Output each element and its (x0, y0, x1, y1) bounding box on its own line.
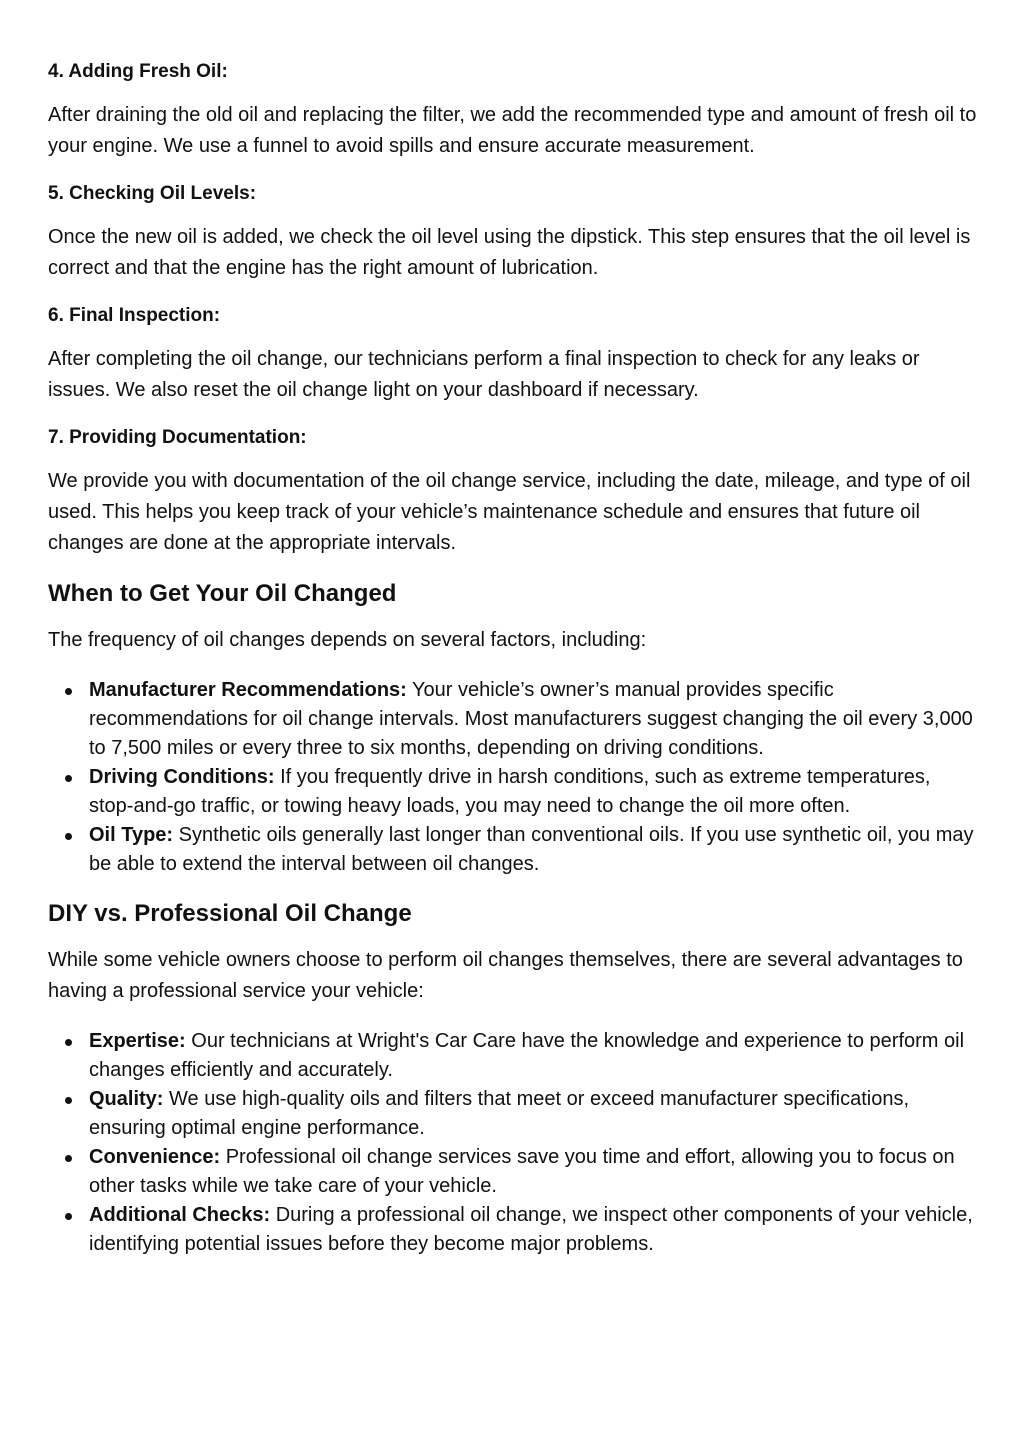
step-title: 5. Checking Oil Levels: (48, 183, 257, 204)
bullet-icon (65, 1213, 72, 1220)
list-item-label: Manufacturer Recommendations: (89, 679, 407, 701)
bullet-icon (65, 775, 72, 782)
step-text: After draining the old oil and replacing the filter, we add the recommended type and amount of fresh oil to your engine. We use a funnel to avoid spills and ensure accurate measurement. (48, 104, 977, 157)
bullet-icon (65, 1155, 72, 1162)
list-item (89, 1143, 978, 1201)
bullet-icon (65, 1097, 72, 1104)
step-section (48, 180, 978, 284)
when-list (48, 676, 978, 879)
list-item-label: Additional Checks: (89, 1204, 271, 1226)
list-item (89, 1201, 978, 1259)
list-item-text: We use high-quality oils and filters that meet or exceed manufacturer specifications, ensuring optimal engine performance. (89, 1088, 910, 1139)
diy-intro: While some vehicle owners choose to perform oil changes themselves, there are several advantages to having a professional service your vehicle: (48, 949, 963, 1002)
list-item-text: Your vehicle’s owner’s manual provides specific recommendations for oil change intervals. Most manufacturers suggest changing the oil every 3,000 to 7,500 miles or every three to six months, depending on driving conditions. (89, 679, 973, 759)
bullet-icon (65, 688, 72, 695)
list-item-label: Expertise: (89, 1030, 186, 1052)
step-title: 6. Final Inspection: (48, 305, 221, 326)
bullet-icon (65, 1039, 72, 1046)
list-item-label: Quality: (89, 1088, 164, 1110)
list-item-label: Convenience: (89, 1146, 221, 1168)
list-item (89, 1027, 978, 1085)
list-item (89, 821, 978, 879)
list-item (89, 763, 978, 821)
step-text: We provide you with documentation of the oil change service, including the date, mileage, and type of oil used. This helps you keep track of your vehicle’s maintenance schedule and ensures that future oil changes are done at the appropriate intervals. (48, 470, 971, 554)
step-text: Once the new oil is added, we check the oil level using the dipstick. This step ensures that the oil level is correct and that the engine has the right amount of lubrication. (48, 226, 971, 279)
step-section (48, 58, 978, 162)
step-section (48, 424, 978, 559)
list-item-label: Driving Conditions: (89, 766, 275, 788)
diy-heading: DIY vs. Professional Oil Change (48, 900, 412, 927)
list-item-label: Oil Type: (89, 824, 174, 846)
list-item-text: If you frequently drive in harsh conditions, such as extreme temperatures, stop-and-go traffic, or towing heavy loads, you may need to change the oil more often. (89, 766, 931, 817)
step-section (48, 302, 978, 406)
list-item-text: Professional oil change services save you time and effort, allowing you to focus on other tasks while we take care of your vehicle. (89, 1146, 955, 1197)
when-heading: When to Get Your Oil Changed (48, 580, 397, 607)
when-intro: The frequency of oil changes depends on several factors, including: (48, 629, 647, 651)
bullet-icon (65, 833, 72, 840)
list-item-text: Our technicians at Wright's Car Care have the knowledge and experience to perform oil changes efficiently and accurately. (89, 1030, 965, 1081)
diy-list (48, 1027, 978, 1259)
list-item-text: During a professional oil change, we inspect other components of your vehicle, identifying potential issues before they become major problems. (89, 1204, 973, 1255)
list-item (89, 1085, 978, 1143)
list-item (89, 676, 978, 763)
step-title: 7. Providing Documentation: (48, 427, 307, 448)
step-title: 4. Adding Fresh Oil: (48, 61, 228, 82)
step-text: After completing the oil change, our technicians perform a final inspection to check for any leaks or issues. We also reset the oil change light on your dashboard if necessary. (48, 348, 920, 401)
document-page (48, 58, 978, 1277)
list-item-text: Synthetic oils generally last longer than conventional oils. If you use synthetic oil, you may be able to extend the interval between oil changes. (89, 824, 974, 875)
